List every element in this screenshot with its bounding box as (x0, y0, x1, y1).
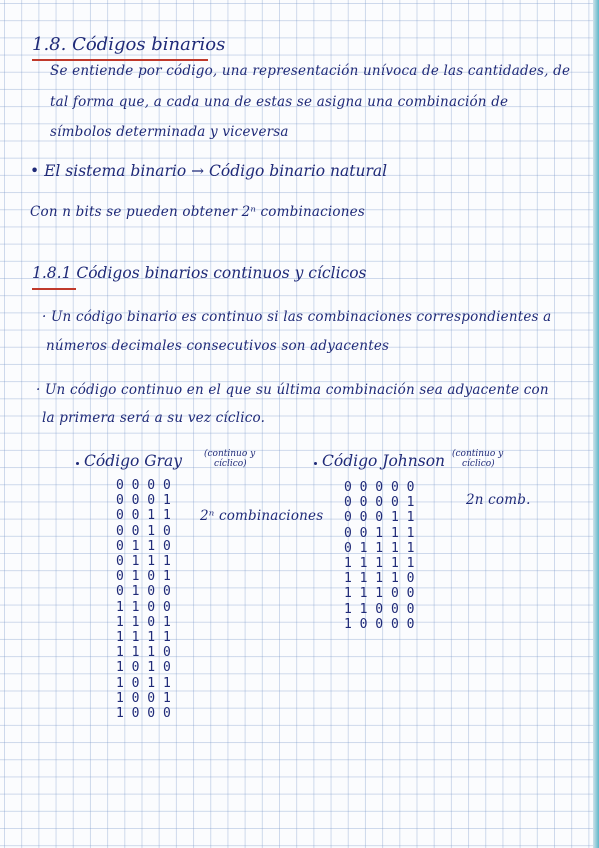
gray-note-line-2: cíclico) (214, 459, 247, 469)
continuous-line-2: números decimales consecutivos son adyacentes (46, 338, 390, 354)
subsection-title: 1.8.1 Códigos binarios continuos y cíclicos (32, 264, 367, 282)
johnson-note-line-2: cíclico) (462, 459, 495, 469)
gray-row: 0 0 1 1 (116, 508, 171, 524)
gray-row: 1 0 1 0 (116, 660, 171, 676)
gray-label: Código Gray (84, 452, 183, 470)
gray-row: 0 0 0 1 (116, 493, 171, 509)
section-title-underline (32, 59, 208, 61)
johnson-row: 0 0 1 1 1 (344, 525, 415, 541)
gray-note-line-1: (continuo y (204, 449, 256, 459)
intro-line-1: Se entiende por código, una representación unívoca de las cantidades, de (50, 63, 571, 79)
gray-row: 0 1 0 1 (116, 569, 171, 585)
johnson-row: 0 0 0 0 1 (344, 495, 415, 511)
cyclic-line-2: la primera será a su vez cíclico. (42, 410, 266, 426)
johnson-note-line-1: (continuo y (452, 449, 504, 459)
johnson-row: 0 0 0 0 0 (344, 480, 415, 495)
section-title: 1.8. Códigos binarios (32, 34, 226, 55)
gray-row: 1 1 0 0 (116, 599, 171, 615)
page-edge (593, 0, 599, 848)
bullet-system-text: El sistema binario → Código binario natural (44, 162, 388, 180)
intro-line-3: símbolos determinada y viceversa (50, 124, 289, 140)
johnson-row: 0 0 0 1 1 (344, 510, 415, 526)
gray-row: 1 1 1 1 (116, 630, 171, 646)
combinations-line: Con n bits se pueden obtener 2ⁿ combinaciones (30, 204, 365, 220)
johnson-row: 1 1 1 0 0 (344, 586, 415, 602)
gray-row: 0 1 1 0 (116, 538, 171, 554)
subsection-title-underline (32, 288, 76, 290)
johnson-combinations-note: 2n comb. (466, 492, 531, 508)
gray-row: 1 0 0 0 (116, 706, 171, 722)
bullet-system: • El sistema binario → Código binario natural (30, 162, 388, 180)
gray-row: 0 0 0 0 (116, 478, 171, 493)
gray-row: 1 1 1 0 (116, 645, 171, 661)
johnson-row: 1 1 1 1 1 (344, 556, 415, 572)
continuous-line-1: · Un código binario es continuo si las combinaciones correspondientes a (42, 309, 552, 325)
gray-combinations-note: 2ⁿ combinaciones (200, 508, 324, 524)
gray-code-table (116, 478, 171, 721)
cyclic-line-1: · Un código continuo en el que su última combinación sea adyacente con (36, 382, 549, 398)
johnson-row: 1 1 0 0 0 (344, 601, 415, 617)
gray-row: 1 1 0 1 (116, 614, 171, 630)
johnson-row: 1 0 0 0 0 (344, 616, 415, 632)
johnson-bullet-dot (314, 462, 317, 465)
intro-line-2: tal forma que, a cada una de estas se asigna una combinación de (50, 94, 509, 110)
gray-row: 0 1 0 0 (116, 584, 171, 600)
johnson-row: 0 1 1 1 1 (344, 540, 415, 556)
johnson-label: Código Johnson (322, 452, 446, 470)
johnson-row: 1 1 1 1 0 (344, 571, 415, 587)
gray-bullet-dot (76, 462, 79, 465)
gray-row: 1 0 1 1 (116, 675, 171, 691)
gray-row: 0 0 1 0 (116, 523, 171, 539)
gray-row: 0 1 1 1 (116, 554, 171, 570)
gray-row: 1 0 0 1 (116, 690, 171, 706)
johnson-code-table (344, 480, 414, 632)
